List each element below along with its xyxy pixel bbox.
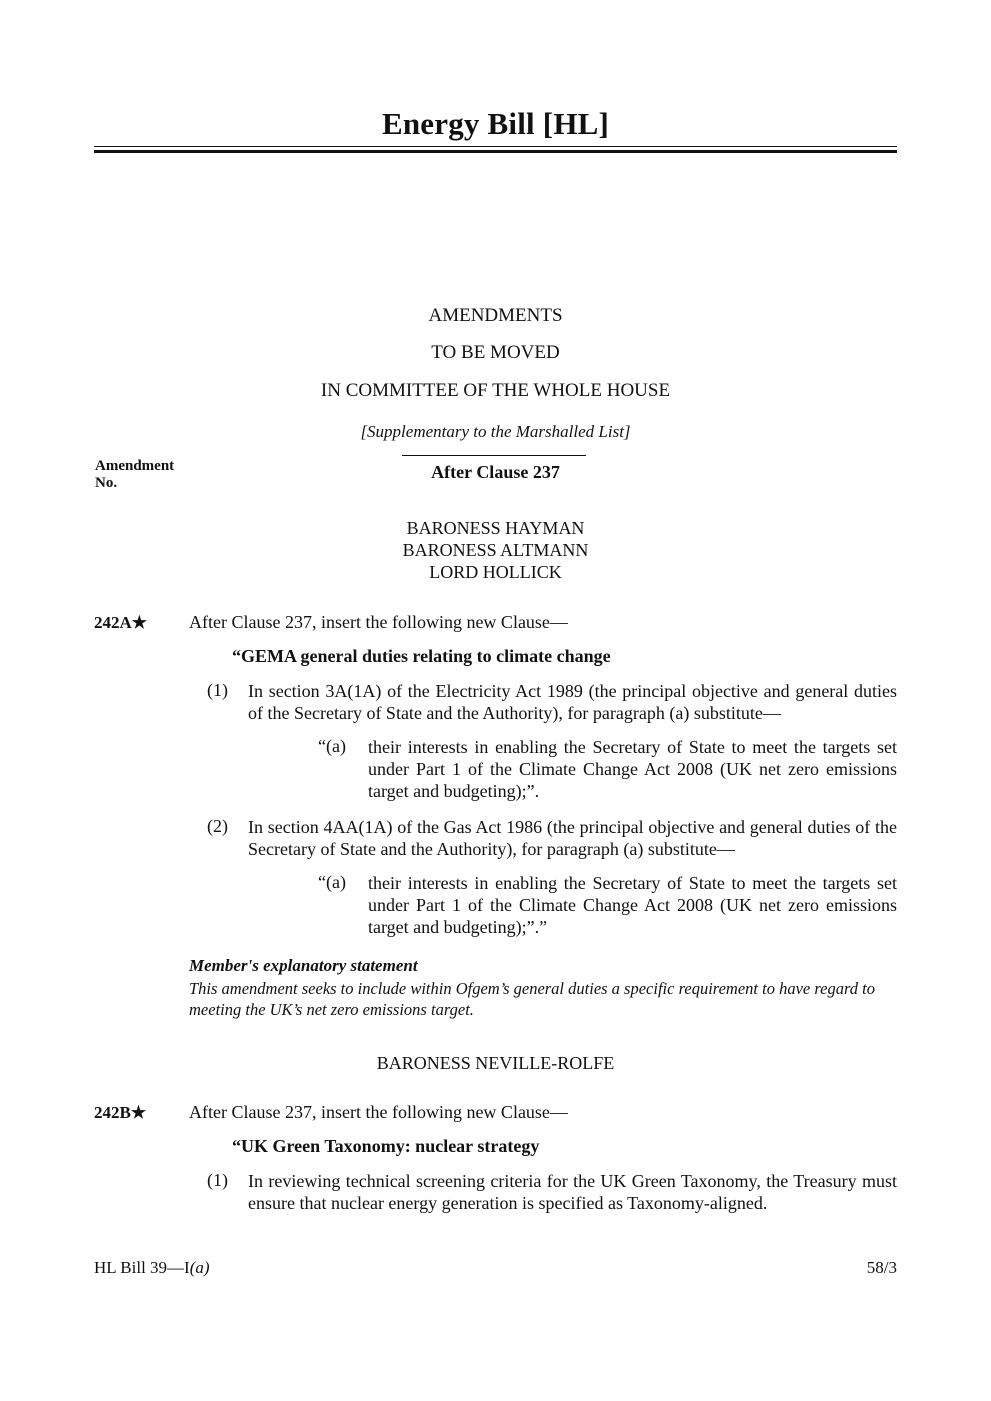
subsection-text: In section 4AA(1A) of the Gas Act 1986 (the principal objective and general duties of the Secretary of State and the Authority), for paragraph (a) substitute— <box>248 817 897 859</box>
preamble-note: [Supplementary to the Marshalled List] <box>360 422 631 441</box>
document-title: Energy Bill [HL] <box>381 106 610 141</box>
section-heading: After Clause 237 <box>431 462 560 482</box>
subsection-number: (2) <box>207 816 228 836</box>
paragraph-number: “(a) <box>318 872 346 892</box>
paragraph-text: their interests in enabling the Secretary of State to meet the targets set under Part 1 of the Climate Change Act 2008 (UK net zero emissions target and budgeting);”. <box>368 737 897 801</box>
sponsors-242b <box>94 1052 897 1074</box>
paragraph-number: “(a) <box>318 736 346 756</box>
sponsor-name: BARONESS ALTMANN <box>402 540 589 560</box>
column-label-line1: Amendment <box>95 458 175 474</box>
sponsor-name: BARONESS NEVILLE-ROLFE <box>376 1053 615 1073</box>
subsection-text: In reviewing technical screening criteria for the UK Green Taxonomy, the Treasury must ensure that nuclear energy generation is specified as Taxonomy-aligned. <box>248 1171 897 1213</box>
subsection-text: In section 3A(1A) of the Electricity Act 1989 (the principal objective and general duties of the Secretary of State and the Authority), for paragraph (a) substitute— <box>248 681 897 723</box>
title-rule-thin <box>94 146 897 147</box>
title-rule-thick <box>94 150 897 153</box>
column-label-line2: No. <box>95 475 118 491</box>
subsection-number: (1) <box>207 680 228 700</box>
bill-reference <box>94 1258 210 1278</box>
sponsor-name: BARONESS HAYMAN <box>406 518 585 538</box>
sponsor-name: LORD HOLLICK <box>429 562 562 582</box>
preamble-amendments: AMENDMENTS <box>428 305 563 326</box>
preamble-committee: IN COMMITTEE OF THE WHOLE HOUSE <box>320 380 671 401</box>
paragraph-text: their interests in enabling the Secretary of State to meet the targets set under Part 1 of the Climate Change Act 2008 (UK net zero emissions target and budgeting);”.” <box>368 873 897 937</box>
note-underline <box>402 455 586 456</box>
subsection-number: (1) <box>207 1170 228 1190</box>
bill-reference-prefix: HL Bill 39—I <box>94 1258 190 1277</box>
sponsors-242a <box>94 517 897 583</box>
amendment-instruction-242b: After Clause 237, insert the following new Clause— <box>189 1102 568 1122</box>
amendment-number-242a: 242A★ <box>94 613 148 632</box>
bill-reference-suffix: (a) <box>189 1258 210 1277</box>
amendment-number-242b: 242B★ <box>94 1103 147 1122</box>
explanatory-statement-title: Member's explanatory statement <box>189 956 418 975</box>
amendment-instruction-242a: After Clause 237, insert the following new Clause— <box>189 612 568 632</box>
clause-title-242a: “GEMA general duties relating to climate change <box>232 646 611 666</box>
explanatory-statement-text: This amendment seeks to include within Ofgem’s general duties a specific requirement to have regard to meeting the UK’s net zero emissions target. <box>189 979 876 1019</box>
clause-title-242b: “UK Green Taxonomy: nuclear strategy <box>232 1136 540 1156</box>
preamble-to-be-moved: TO BE MOVED <box>431 342 560 363</box>
page-reference: 58/3 <box>866 1258 897 1277</box>
